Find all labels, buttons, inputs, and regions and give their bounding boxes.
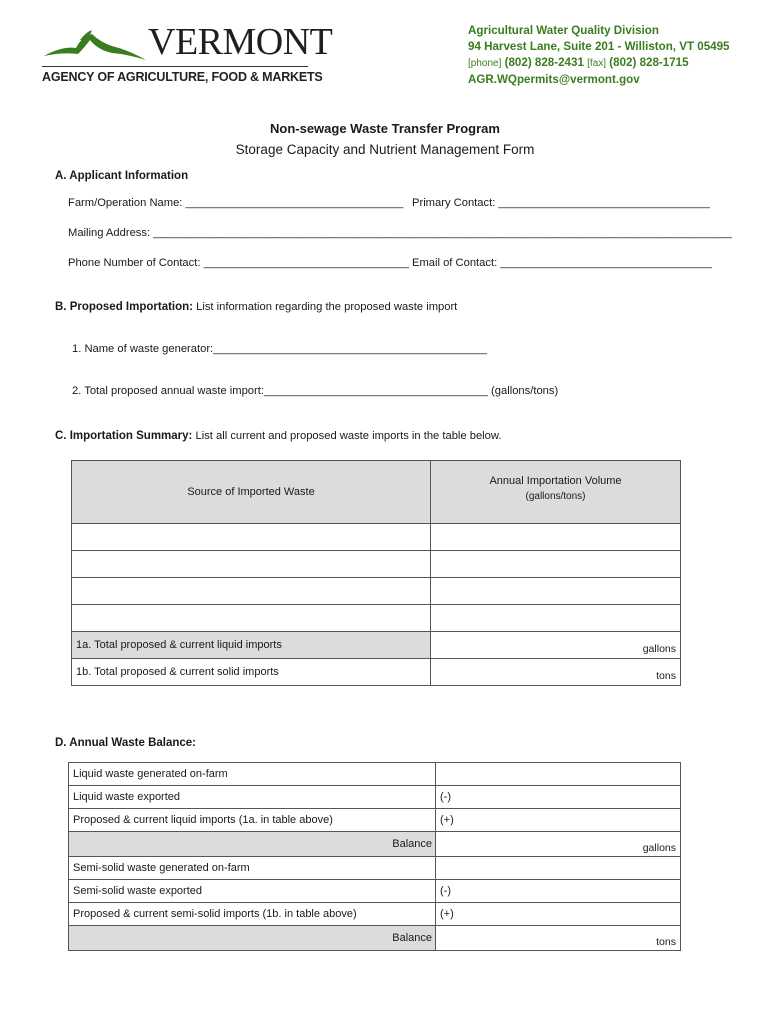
section-b-label: B. Proposed Importation: bbox=[55, 301, 193, 313]
fax-tag: [fax] bbox=[587, 58, 607, 69]
mailing-address-field[interactable]: Mailing Address: _____________________________________________________________________________________________ bbox=[68, 227, 732, 239]
table-row bbox=[72, 632, 681, 659]
liquid-balance-label: Balance bbox=[69, 832, 436, 857]
section-b-heading bbox=[55, 301, 457, 313]
section-d-heading: D. Annual Waste Balance: bbox=[55, 737, 197, 749]
fax-number: (802) 828-1715 bbox=[609, 56, 689, 69]
liquid-generated-label: Liquid waste generated on-farm bbox=[69, 763, 436, 786]
volume-cell[interactable] bbox=[431, 551, 681, 578]
source-cell[interactable] bbox=[72, 524, 431, 551]
table-row bbox=[69, 880, 681, 903]
col-volume-unit: (gallons/tons) bbox=[525, 490, 586, 502]
volume-cell[interactable] bbox=[431, 524, 681, 551]
source-cell[interactable] bbox=[72, 551, 431, 578]
phone-fax-line bbox=[468, 55, 730, 72]
solid-exported-label: Semi-solid waste exported bbox=[69, 880, 436, 903]
section-b-text: List information regarding the proposed waste import bbox=[193, 301, 458, 313]
solid-generated-label: Semi-solid waste generated on-farm bbox=[69, 857, 436, 880]
phone-number: (802) 828-2431 bbox=[504, 56, 584, 69]
table-row bbox=[69, 809, 681, 832]
liquid-imports-total-cell[interactable]: gallons bbox=[431, 632, 681, 659]
annual-import-field[interactable]: 2. Total proposed annual waste import:____________________________________ (gallons/tons) bbox=[72, 385, 559, 397]
volume-cell[interactable] bbox=[431, 578, 681, 605]
volume-cell[interactable] bbox=[431, 605, 681, 632]
table-row bbox=[72, 578, 681, 605]
col-volume-header bbox=[431, 461, 681, 524]
section-a-heading: A. Applicant Information bbox=[55, 170, 189, 182]
logo-agency-name: AGENCY OF AGRICULTURE, FOOD & MARKETS bbox=[42, 70, 323, 84]
table-row bbox=[69, 832, 681, 857]
division-address: 94 Harvest Lane, Suite 201 - Williston, VT 05495 bbox=[468, 40, 730, 53]
table-row bbox=[72, 659, 681, 686]
solid-exported-cell[interactable]: (-) bbox=[436, 880, 681, 903]
division-name: Agricultural Water Quality Division bbox=[468, 24, 659, 37]
source-cell[interactable] bbox=[72, 578, 431, 605]
contact-block bbox=[468, 23, 730, 88]
solid-generated-cell[interactable] bbox=[436, 857, 681, 880]
primary-contact-field[interactable]: Primary Contact: __________________________________ bbox=[412, 197, 710, 209]
solid-balance-cell[interactable]: tons bbox=[436, 926, 681, 951]
table-row bbox=[72, 524, 681, 551]
liquid-exported-label: Liquid waste exported bbox=[69, 786, 436, 809]
phone-tag: [phone] bbox=[468, 58, 502, 69]
table-row bbox=[72, 551, 681, 578]
table-row bbox=[69, 857, 681, 880]
liquid-generated-cell[interactable] bbox=[436, 763, 681, 786]
phone-field[interactable]: Phone Number of Contact: _________________________________ bbox=[68, 257, 409, 269]
mountain-logo-icon bbox=[42, 26, 150, 66]
agency-logo bbox=[42, 21, 333, 88]
contact-email: AGR.WQpermits@vermont.gov bbox=[468, 73, 640, 86]
solid-imports-cell[interactable]: (+) bbox=[436, 903, 681, 926]
form-title: Non-sewage Waste Transfer Program bbox=[270, 121, 500, 136]
table-row bbox=[69, 926, 681, 951]
liquid-imports-cell[interactable]: (+) bbox=[436, 809, 681, 832]
source-cell[interactable] bbox=[72, 605, 431, 632]
table-row bbox=[72, 605, 681, 632]
table-header-row bbox=[72, 461, 681, 524]
section-c-heading bbox=[55, 430, 501, 442]
liquid-balance-cell[interactable]: gallons bbox=[436, 832, 681, 857]
form-subtitle: Storage Capacity and Nutrient Management Form bbox=[235, 142, 535, 157]
solid-imports-total-label: 1b. Total proposed & current solid imports bbox=[72, 659, 431, 686]
waste-generator-field[interactable]: 1. Name of waste generator:____________________________________________ bbox=[72, 343, 487, 355]
section-c-text: List all current and proposed waste imports in the table below. bbox=[192, 430, 502, 442]
section-c-label: C. Importation Summary: bbox=[55, 430, 193, 442]
email-field[interactable]: Email of Contact: __________________________________ bbox=[412, 257, 712, 269]
waste-balance-table bbox=[68, 762, 681, 951]
logo-wordmark: VERMONT bbox=[148, 21, 333, 63]
col-volume-title: Annual Importation Volume bbox=[489, 474, 622, 487]
solid-imports-total-cell[interactable]: tons bbox=[431, 659, 681, 686]
col-source-header: Source of Imported Waste bbox=[72, 461, 431, 524]
table-row bbox=[69, 763, 681, 786]
liquid-imports-label: Proposed & current liquid imports (1a. in table above) bbox=[69, 809, 436, 832]
liquid-exported-cell[interactable]: (-) bbox=[436, 786, 681, 809]
liquid-imports-total-label: 1a. Total proposed & current liquid imports bbox=[72, 632, 431, 659]
solid-imports-label: Proposed & current semi-solid imports (1b. in table above) bbox=[69, 903, 436, 926]
farm-name-field[interactable]: Farm/Operation Name: ___________________________________ bbox=[68, 197, 404, 209]
solid-balance-label: Balance bbox=[69, 926, 436, 951]
logo-divider bbox=[42, 66, 308, 67]
table-row bbox=[69, 786, 681, 809]
importation-summary-table bbox=[71, 460, 681, 686]
table-row bbox=[69, 903, 681, 926]
